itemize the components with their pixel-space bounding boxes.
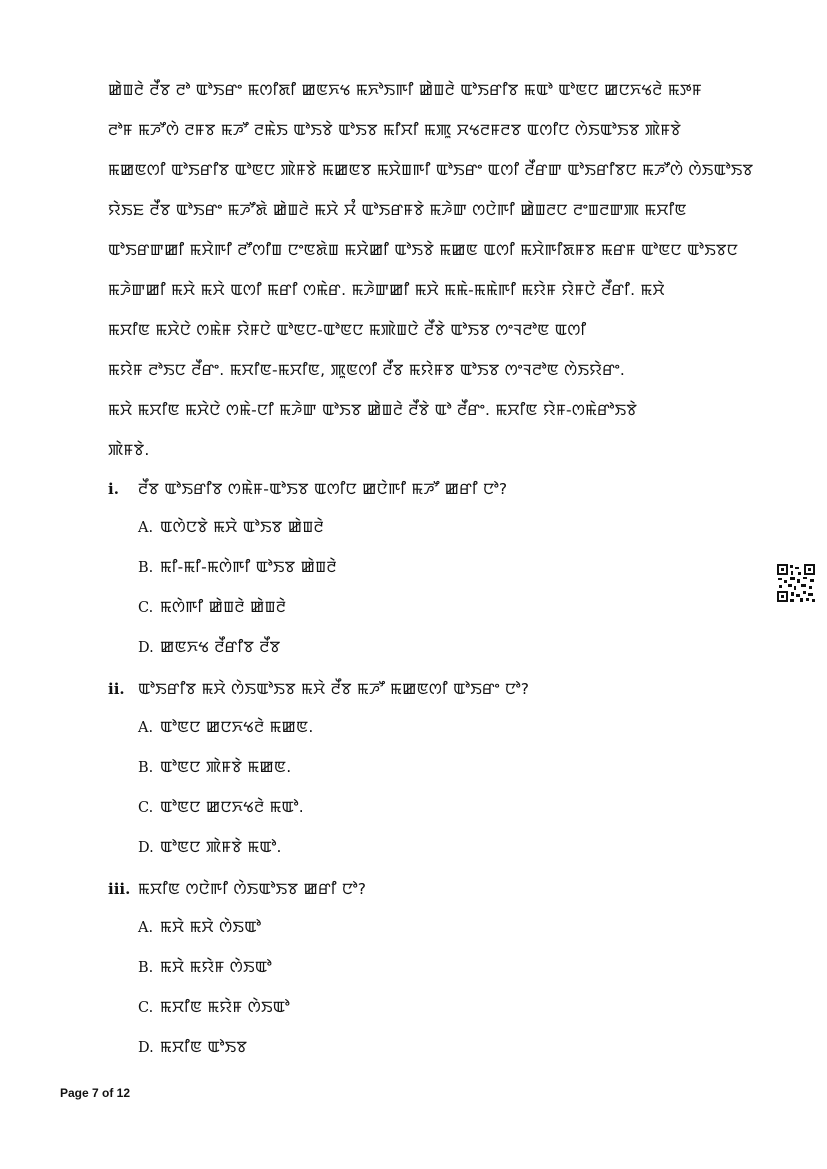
- option-text: ꯃꯤ-ꯃꯤ-ꯃꯁꯥꯒꯤ ꯑꯣꯏꯕ ꯀꯥꯡꯂꯥ: [160, 558, 337, 576]
- option-d: [108, 835, 748, 875]
- question-2: [108, 677, 748, 875]
- option-text: ꯃꯆꯤꯟ ꯃꯌꯥꯝ ꯁꯥꯏꯑꯣ: [160, 998, 290, 1016]
- passage-line: ꯑꯣꯏꯔꯛꯀꯤ ꯃꯆꯥꯒꯤ ꯂꯧꯁꯤꯡ ꯅꯦꯟꯗꯥꯡ ꯃꯆꯥꯀꯤ ꯑꯣꯏꯕꯥ ꯃꯀꯟ ꯑꯁꯤ ꯃꯆꯥꯒꯤꯗꯝꯕ ꯃꯔꯝ ꯑꯣꯟꯅ ꯑꯣꯏꯕꯅ: [108, 241, 739, 259]
- option-b: [108, 555, 748, 595]
- option-letter: A.: [138, 520, 154, 536]
- passage: [108, 70, 772, 470]
- option-b: [108, 755, 748, 795]
- passage-line: ꯂꯣꯝ ꯃꯍꯧꯁꯥ ꯂꯝꯕ ꯃꯍꯧ ꯂꯃꯥꯏ ꯑꯣꯏꯕꯥ ꯑꯣꯏꯕ ꯃꯤꯆꯤ ꯃꯄꯨ ꯆꯠꯂꯝꯂꯕ ꯑꯁꯤꯅ ꯁꯥꯏꯑꯣꯏꯕ ꯄꯥꯝꯕꯥ: [108, 121, 682, 139]
- question-number: i.: [108, 480, 119, 498]
- option-a: [108, 515, 748, 555]
- option-a: [108, 715, 748, 755]
- page-number: Page 7 of 12: [60, 1086, 131, 1100]
- passage-line: ꯃꯍꯥꯛꯀꯤ ꯃꯆꯥ ꯃꯆꯥ ꯑꯁꯤ ꯃꯔꯤ ꯁꯃꯥꯔ. ꯃꯍꯥꯛꯀꯤ ꯃꯆꯥ ꯃꯃꯥ-ꯃꯃꯥꯒꯤ ꯃꯌꯥꯝ ꯌꯥꯝꯅꯥ ꯂꯩꯔꯤ. ꯃꯆꯥ: [108, 281, 665, 299]
- option-b: [108, 955, 748, 995]
- option-letter: C.: [138, 600, 154, 616]
- option-text: ꯀꯟꯈꯠ ꯂꯩꯔꯤꯕ ꯂꯩꯕ: [160, 638, 281, 656]
- question-text: ꯂꯩꯕ ꯑꯣꯏꯔꯤꯕ ꯁꯃꯥꯝ-ꯑꯣꯏꯕ ꯑꯁꯤꯅ ꯀꯅꯥꯒꯤ ꯃꯍꯧ ꯀꯔꯤ ꯅꯣ?: [138, 480, 508, 498]
- option-text: ꯑꯁꯥꯅꯕꯥ ꯃꯆꯥ ꯑꯣꯏꯕ ꯀꯥꯡꯂꯥ: [160, 518, 324, 536]
- option-letter: C.: [138, 1000, 154, 1016]
- option-letter: A.: [138, 920, 154, 936]
- option-letter: A.: [138, 720, 154, 736]
- passage-line: ꯃꯆꯤꯟ ꯃꯆꯥꯅꯥ ꯁꯃꯥꯝ ꯌꯥꯝꯅꯥ ꯑꯣꯟꯅ-ꯑꯣꯟꯅ ꯃꯄꯥꯡꯅꯥ ꯂꯩꯕꯥ ꯑꯣꯏꯕ ꯁꯦꯜꯂꯣꯟ ꯑꯁꯤ: [108, 321, 587, 339]
- passage-line: ꯃꯆꯥ ꯃꯆꯤꯟ ꯃꯆꯥꯅꯥ ꯁꯃꯥ-ꯅꯤ ꯃꯍꯥꯛ ꯑꯣꯏꯕ ꯀꯥꯡꯂꯥ ꯂꯩꯕꯥ ꯑꯣ ꯂꯩꯔꯦ. ꯃꯆꯤꯟ ꯌꯥꯝ-ꯁꯃꯥꯔꯣꯏꯕꯥ: [108, 401, 638, 419]
- option-letter: D.: [138, 840, 154, 856]
- option-text: ꯑꯣꯟꯅ ꯀꯅꯈꯠꯂꯥ ꯃꯀꯟ.: [160, 718, 314, 736]
- question-text: ꯑꯣꯏꯔꯤꯕ ꯃꯆꯥ ꯁꯥꯏꯑꯣꯏꯕ ꯃꯆꯥ ꯂꯩꯕ ꯃꯍꯧ ꯃꯀꯟꯁꯤ ꯑꯣꯏꯔꯦ ꯅꯣ?: [138, 680, 530, 698]
- question-number: ii.: [108, 680, 125, 698]
- option-text: ꯃꯆꯤꯟ ꯑꯣꯏꯕ: [160, 1038, 248, 1056]
- option-letter: C.: [138, 800, 154, 816]
- option-text: ꯑꯣꯟꯅ ꯄꯥꯝꯕꯥ ꯃꯑꯣ.: [160, 838, 282, 856]
- option-letter: D.: [138, 640, 154, 656]
- option-c: [108, 795, 748, 835]
- passage-line: ꯃꯀꯟꯁꯤ ꯑꯣꯏꯔꯤꯕ ꯑꯣꯟꯅ ꯄꯥꯝꯕꯥ ꯃꯀꯟꯕ ꯃꯆꯥꯡꯒꯤ ꯑꯣꯏꯔꯦ ꯑꯁꯤ ꯂꯩꯔꯛ ꯑꯣꯏꯔꯤꯕꯅ ꯃꯍꯧꯁꯥ ꯁꯥꯏꯑꯣꯏꯕ: [108, 161, 754, 179]
- option-text: ꯑꯣꯟꯅ ꯀꯅꯈꯠꯂꯥ ꯃꯑꯣ.: [160, 798, 304, 816]
- question-text: ꯃꯆꯤꯟ ꯁꯅꯥꯒꯤ ꯁꯥꯏꯑꯣꯏꯕ ꯀꯔꯤ ꯅꯣ?: [138, 880, 367, 898]
- qr-code-icon: [776, 563, 816, 603]
- option-d: [108, 1035, 748, 1075]
- passage-line: ꯃꯌꯥꯝ ꯂꯣꯏꯅ ꯂꯩꯔꯦ. ꯃꯆꯤꯟ-ꯃꯆꯤꯟ, ꯄꯨꯟꯁꯤ ꯂꯩꯕ ꯃꯌꯥꯝꯕ ꯑꯣꯏꯕ ꯁꯦꯜꯂꯣꯟ ꯁꯥꯏꯌꯥꯔꯦ.: [108, 361, 626, 379]
- question-number: iii.: [108, 880, 131, 898]
- option-letter: B.: [138, 760, 154, 776]
- passage-line: ꯀꯥꯡꯂꯥ ꯂꯩꯕ ꯂꯣ ꯑꯣꯏꯔꯦ ꯃꯁꯤꯗꯤ ꯀꯟꯈꯠ ꯃꯈꯣꯏꯒꯤ ꯀꯥꯡꯂꯥ ꯑꯣꯏꯔꯤꯕ ꯃꯑꯣ ꯑꯣꯟꯅ ꯀꯅꯈꯠꯂꯥ ꯃꯇꯝ: [108, 81, 702, 99]
- passage-line: ꯌꯥꯏꯐ ꯂꯩꯕ ꯑꯣꯏꯔꯦ ꯃꯍꯧꯗꯥ ꯀꯥꯡꯂꯥ ꯃꯆꯥ ꯆꯪ ꯑꯣꯏꯔꯝꯕꯥ ꯃꯍꯥꯛ ꯁꯅꯥꯒꯤ ꯀꯥꯡꯂꯅ ꯂꯦꯡꯂꯛꯄ ꯃꯆꯤꯟ: [108, 201, 687, 219]
- option-letter: D.: [138, 1040, 154, 1056]
- option-d: [108, 635, 748, 675]
- option-text: ꯃꯆꯥ ꯃꯆꯥ ꯁꯥꯏꯑꯣ: [160, 918, 262, 936]
- option-text: ꯑꯣꯟꯅ ꯄꯥꯝꯕꯥ ꯃꯀꯟ.: [160, 758, 292, 776]
- question-3: [108, 877, 748, 1075]
- option-text: ꯃꯁꯥꯒꯤ ꯀꯥꯡꯂꯥ ꯀꯥꯡꯂꯥ: [160, 598, 287, 616]
- option-letter: B.: [138, 960, 154, 976]
- option-c: [108, 995, 748, 1035]
- option-c: [108, 595, 748, 635]
- option-letter: B.: [138, 560, 154, 576]
- question-1: [108, 477, 748, 675]
- option-a: [108, 915, 748, 955]
- option-text: ꯃꯆꯥ ꯃꯌꯥꯝ ꯁꯥꯏꯑꯣ: [160, 958, 272, 976]
- passage-line: ꯄꯥꯝꯕꯥ.: [108, 441, 150, 459]
